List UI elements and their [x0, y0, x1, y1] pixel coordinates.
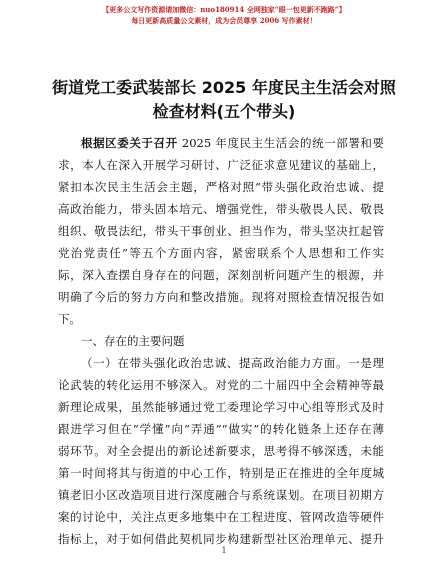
document-title: [40, 76, 408, 124]
header-banner: [0, 4, 448, 26]
body-line: 镇老旧小区改造项目进行深度融合与系统谋划。在项目初期方: [58, 488, 384, 502]
intro-line: 际，深入查摆自身存在的问题，深刻剖析问题产生的根源，并: [58, 268, 384, 282]
intro-line: 党治党责任”等五个方面内容，紧密联系个人思想和工作实: [58, 246, 384, 260]
document-body: [58, 132, 384, 550]
intro-line: 求，本人在深入开展学习研讨、广泛征求意见建议的基础上，: [58, 158, 384, 172]
body-line: 案的讨论中，关注点更多地集中在工程进度、管网改造等硬件: [58, 510, 384, 524]
intro-line: 高政治能力，带头固本培元、增强党性，带头敬畏人民、敬畏: [58, 202, 384, 216]
intro-lead-text: 根据区委关于召开: [81, 136, 178, 150]
body-line: （一）在带头强化政治忠诚、提高政治能力方面。一是理: [81, 356, 384, 370]
intro-line: [58, 132, 384, 154]
body-line: 跟进学习但在“学懂”向“弄通”“做实”的转化链条上还存在薄: [58, 422, 384, 436]
page-number: 1: [221, 546, 227, 555]
intro-line: 组织、敬畏法纪，带头干事创业、担当作为，带头坚决扛起管: [58, 224, 384, 238]
intro-line-rest: 2025 年度民主生活会的统一部署和要: [177, 136, 384, 150]
intro-line: 紧扣本次民主生活会主题，严格对照“带头强化政治忠诚、提: [58, 180, 384, 194]
title-line-2: 检查材料(五个带头): [152, 102, 296, 121]
body-line: 新理论成果，虽然能够通过党工委理论学习中心组等形式及时: [58, 400, 384, 414]
body-line: 弱环节。对全会提出的新论述新要求，思考得不够深透，未能: [58, 444, 384, 458]
banner-line-2: 每日更新高质量公文素材，成为会员尊享 2006 写作素材！: [131, 16, 317, 25]
body-line: 指标上，对于如何借此契机同步构建新型社区治理单元、提升: [58, 532, 384, 546]
body-line: 论武装的转化运用不够深入。对党的二十届四中全会精神等最: [58, 378, 384, 392]
body-line: 第一时间将其与街道的中心工作，特别是正在推进的全年度城: [58, 466, 384, 480]
section-heading: 一、存在的主要问题: [81, 334, 185, 348]
intro-line: 明确了今后的努力方向和整改措施。现将对照检查情况报告如: [58, 290, 384, 304]
banner-line-1: 【更多公文写作资源请加微信：nuo180914 全网独家“眼一包更新不跑路”】: [102, 5, 346, 14]
intro-line: 下。: [58, 312, 81, 326]
title-line-1: 街道党工委武装部长 2025 年度民主生活会对照: [52, 78, 396, 97]
